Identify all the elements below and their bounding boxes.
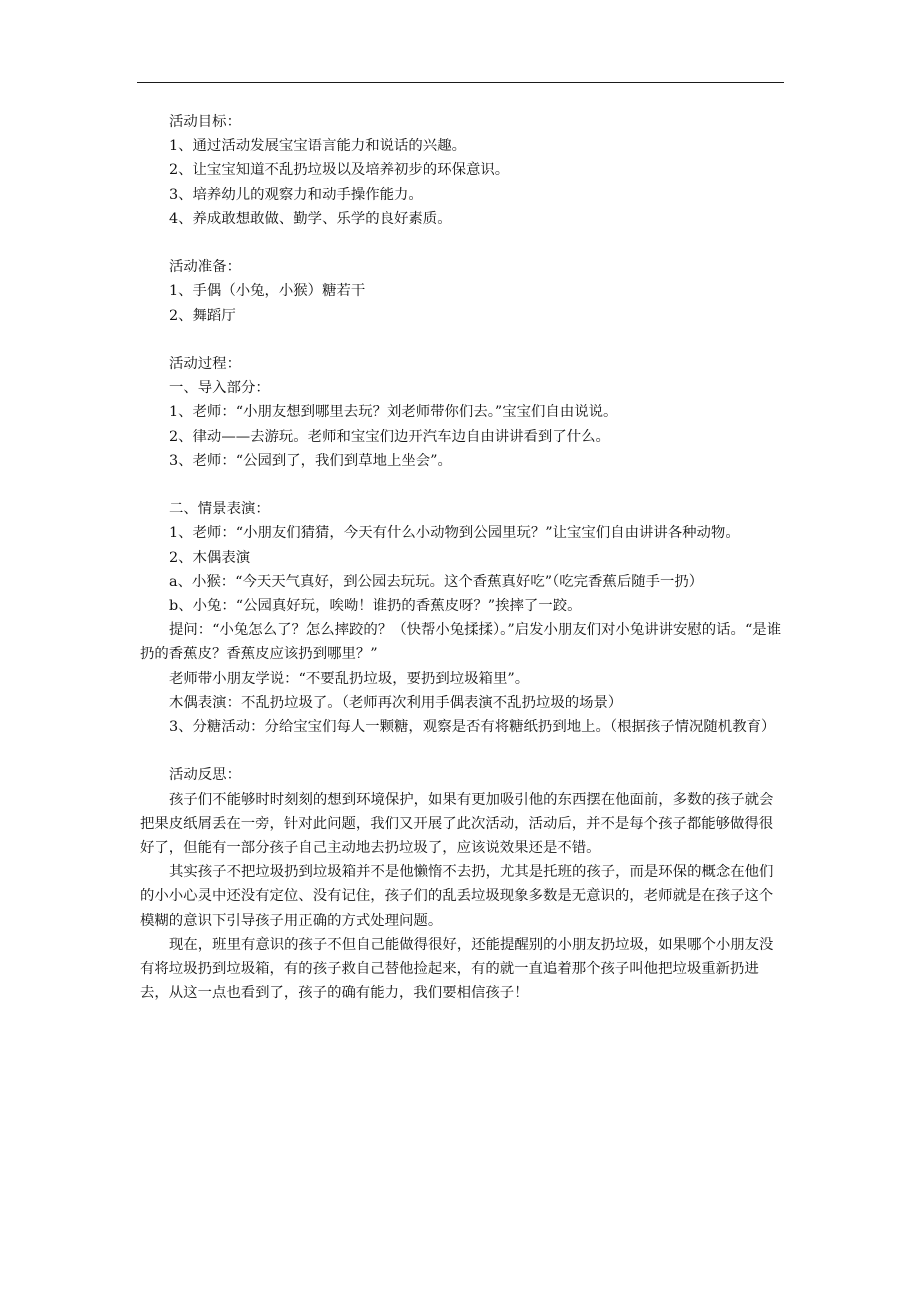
goal-item: 2、让宝宝知道不乱扔垃圾以及培养初步的环保意识。 <box>169 162 510 179</box>
goals-heading: 活动目标： <box>169 114 241 130</box>
process-item: 2、木偶表演 <box>169 549 251 566</box>
header-rule <box>137 82 784 83</box>
process-teacher-line: 老师带小朋友学说：“不要乱扔垃圾，要扔到垃圾箱里”。 <box>169 670 530 687</box>
goal-item: 3、培养幼儿的观察力和动手操作能力。 <box>169 186 423 203</box>
process-item: 2、律动——去游玩。老师和宝宝们边开汽车边自由讲讲看到了什么。 <box>169 428 610 445</box>
spacer <box>140 231 782 255</box>
process-item: 1、老师：“小朋友想到哪里去玩？刘老师带你们去。”宝宝们自由说说。 <box>169 404 618 421</box>
process-item: 3、老师：“公园到了，我们到草地上坐会”。 <box>169 452 452 469</box>
process-puppet-line: 木偶表演：不乱扔垃圾了。（老师再次利用手偶表演不乱扔垃圾的场景） <box>169 694 623 711</box>
process-part1-title: 一、导入部分： <box>169 380 270 397</box>
process-item: a、小猴：“今天天气真好，到公园去玩玩。这个香蕉真好吃”（吃完香蕉后随手一扔） <box>169 573 704 590</box>
spacer <box>140 473 782 497</box>
document-body <box>140 110 782 1005</box>
goal-item: 1、通过活动发展宝宝语言能力和说话的兴趣。 <box>169 138 466 155</box>
spacer <box>140 739 782 763</box>
preparation-heading: 活动准备： <box>169 259 241 276</box>
reflection-paragraph: 现在，班里有意识的孩子不但自己能做得很好，还能提醒别的小朋友扔垃圾，如果哪个小朋友没有将垃圾扔到垃圾箱，有的孩子救自己替他捡起来，有的就一直追着那个孩子叫他把垃圾重新扔进去，从这一点也看到了，孩子的确有能力，我们要相信孩子！ <box>140 936 774 1002</box>
process-item: b、小兔：“公园真好玩，唉呦！谁扔的香蕉皮呀？”挨摔了一跤。 <box>169 598 582 615</box>
reflection-paragraph: 孩子们不能够时时刻刻的想到环境保护，如果有更加吸引他的东西摆在他面前，多数的孩子就会把果皮纸屑丢在一旁，针对此问题，我们又开展了此次活动，活动后，并不是每个孩子都能够做得很好了，但能有一部分孩子自己主动地去扔垃圾了，应该说效果还是不错。 <box>140 791 774 857</box>
process-item: 3、分糖活动：分给宝宝们每人一颗糖，观察是否有将糖纸扔到地上。（根据孩子情况随机教育） <box>169 719 776 736</box>
preparation-item: 2、舞蹈厅 <box>169 307 236 324</box>
reflection-heading: 活动反思： <box>169 767 241 784</box>
goal-item: 4、养成敢想敢做、勤学、乐学的良好素质。 <box>169 210 452 227</box>
process-heading: 活动过程： <box>169 356 241 372</box>
spacer <box>140 328 782 352</box>
process-question: 提问：“小兔怎么了？怎么摔跤的？（快帮小兔揉揉）。”启发小朋友们对小兔讲讲安慰的话。“是谁扔的香蕉皮？香蕉皮应该扔到哪里？” <box>140 622 782 663</box>
process-part2-title: 二、情景表演： <box>169 501 270 518</box>
preparation-item: 1、手偶（小兔，小猴）糖若干 <box>169 283 366 300</box>
process-item: 1、老师：“小朋友们猜猜，今天有什么小动物到公园里玩？”让宝宝们自由讲讲各种动物。 <box>169 525 740 542</box>
reflection-paragraph: 其实孩子不把垃圾扔到垃圾箱并不是他懒惰不去扔，尤其是托班的孩子，而是环保的概念在他们的小小心灵中还没有定位、没有记住，孩子们的乱丢垃圾现象多数是无意识的，老师就是在孩子这个模糊的意识下引导孩子用正确的方式处理问题。 <box>140 864 774 929</box>
